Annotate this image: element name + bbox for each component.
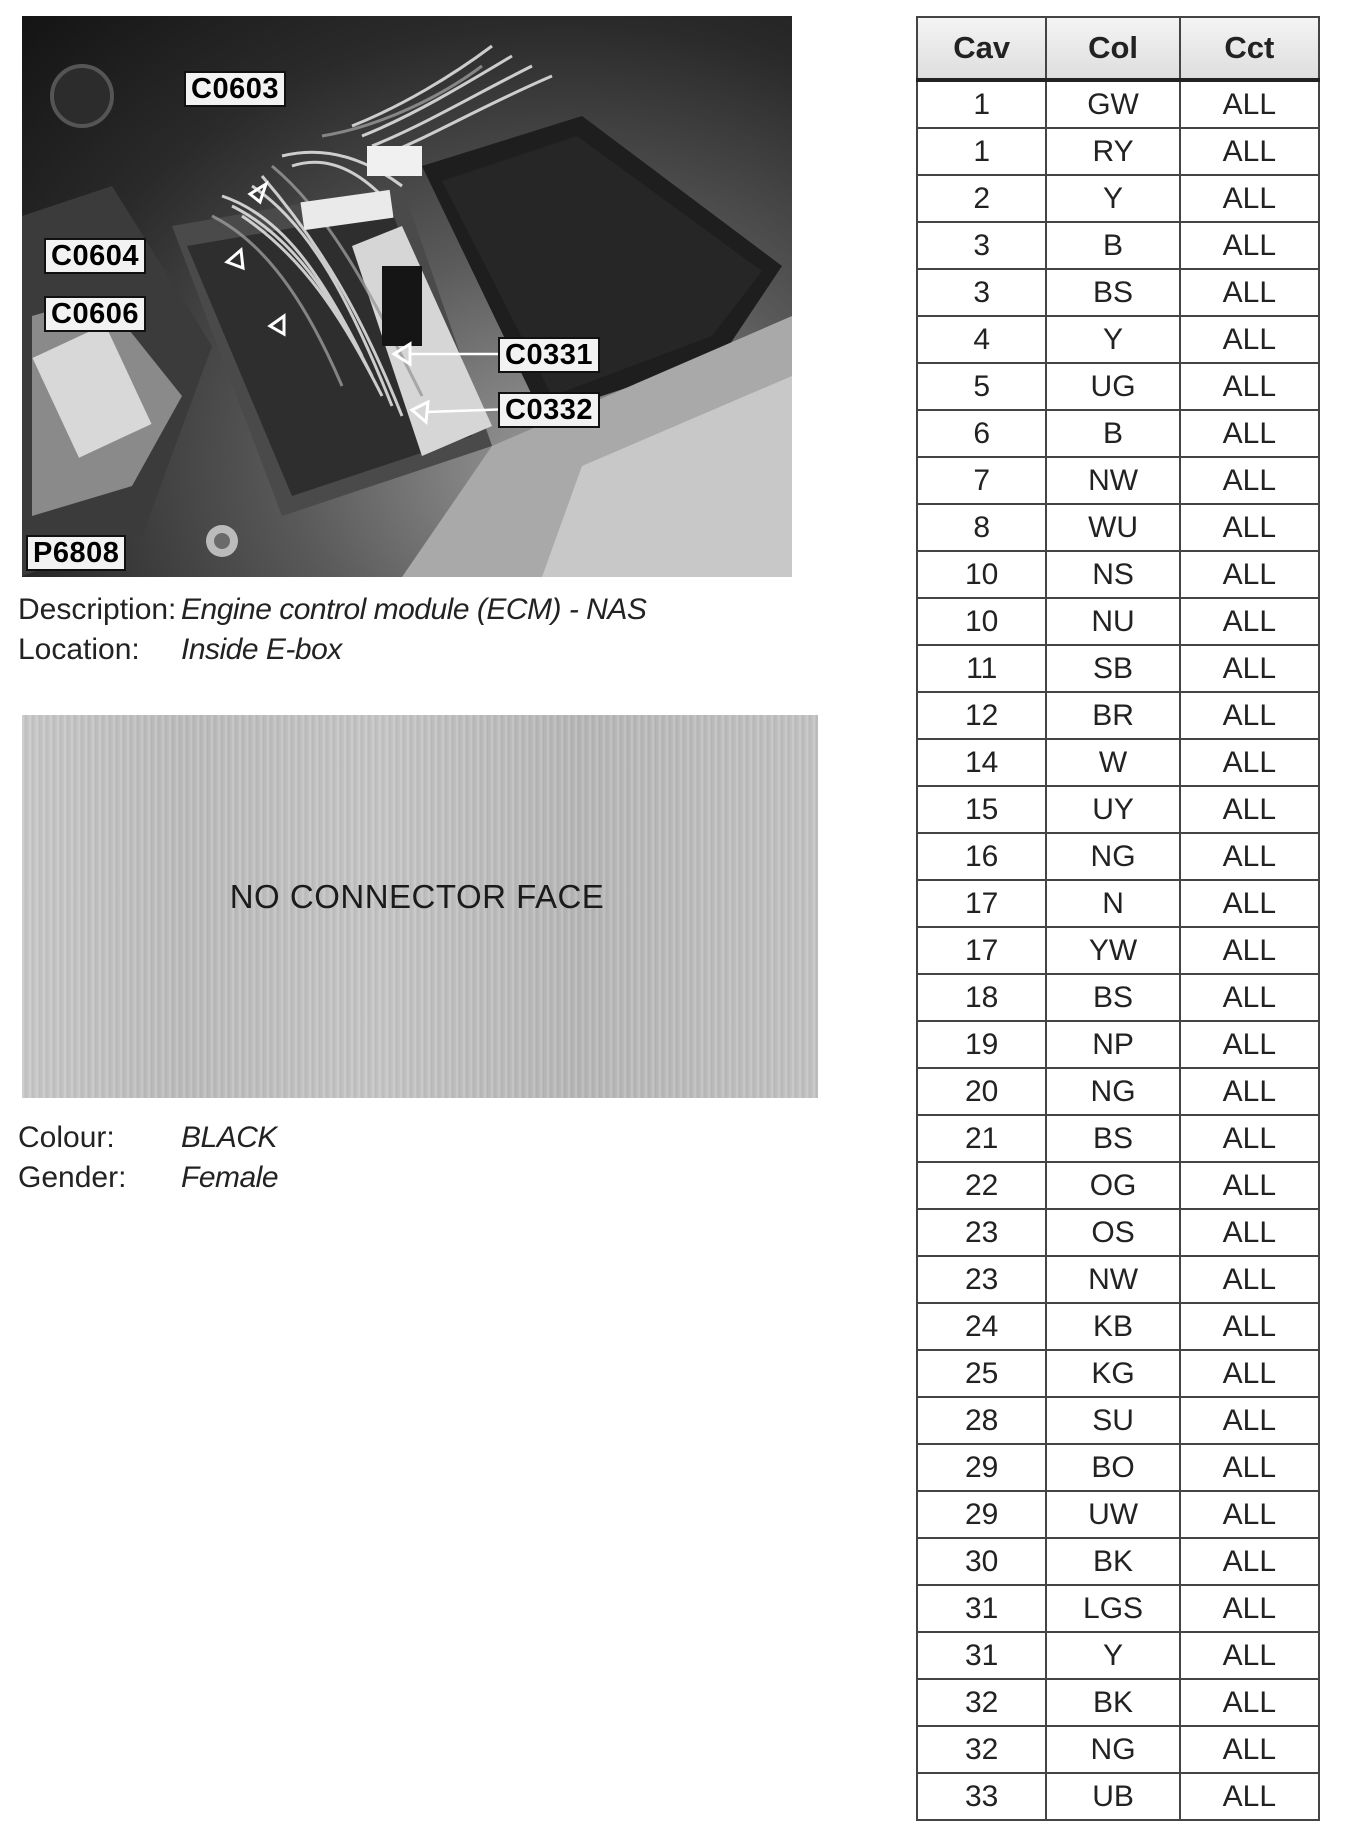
no-connector-face-text: NO CONNECTOR FACE [229,877,605,915]
table-row [917,645,1319,692]
description-value: Engine control module (ECM) - NAS [181,593,647,626]
cell-cav: 2 [917,175,1046,222]
cell-cav: 12 [917,692,1046,739]
connector-properties [18,1118,278,1198]
cell-col: BO [1046,1444,1179,1491]
cell-cav: 7 [917,457,1046,504]
cell-cct: ALL [1180,128,1319,175]
table-row [917,1491,1319,1538]
cell-col: GW [1046,80,1179,128]
cell-cav: 23 [917,1209,1046,1256]
cell-col: Y [1046,175,1179,222]
cell-cct: ALL [1180,598,1319,645]
cell-cav: 28 [917,1397,1046,1444]
cell-col: BS [1046,1115,1179,1162]
cell-cct: ALL [1180,927,1319,974]
table-row [917,1726,1319,1773]
cell-cct: ALL [1180,1021,1319,1068]
cell-cav: 4 [917,316,1046,363]
table-body [917,80,1319,1820]
cell-cct: ALL [1180,1256,1319,1303]
cell-col: UG [1046,363,1179,410]
cell-col: BS [1046,269,1179,316]
cell-col: NW [1046,457,1179,504]
table-row [917,316,1319,363]
table-row [917,1444,1319,1491]
cell-cav: 20 [917,1068,1046,1115]
cell-cct: ALL [1180,175,1319,222]
cell-col: SB [1046,645,1179,692]
cell-cct: ALL [1180,80,1319,128]
table-row [917,739,1319,786]
cell-cav: 22 [917,1162,1046,1209]
cell-col: NG [1046,833,1179,880]
cell-cav: 15 [917,786,1046,833]
cell-col: SU [1046,1397,1179,1444]
cell-col: N [1046,880,1179,927]
table-row [917,1350,1319,1397]
cell-cct: ALL [1180,1491,1319,1538]
table-row [917,927,1319,974]
cell-col: NS [1046,551,1179,598]
cell-col: NG [1046,1726,1179,1773]
location-row [18,630,646,670]
cell-cav: 17 [917,880,1046,927]
table-row [917,551,1319,598]
table-row [917,1021,1319,1068]
table-row [917,269,1319,316]
cell-cav: 6 [917,410,1046,457]
cell-cct: ALL [1180,692,1319,739]
gender-label: Gender: [18,1161,127,1194]
cell-cct: ALL [1180,410,1319,457]
connector-face-panel [22,715,818,1098]
cell-col: YW [1046,927,1179,974]
colour-row [18,1118,278,1158]
cell-cav: 32 [917,1726,1046,1773]
table-row [917,1162,1319,1209]
cell-col: RY [1046,128,1179,175]
table-row [917,692,1319,739]
cell-cct: ALL [1180,1444,1319,1491]
cell-cav: 25 [917,1350,1046,1397]
cell-col: NW [1046,1256,1179,1303]
cell-cav: 29 [917,1444,1046,1491]
cell-cav: 11 [917,645,1046,692]
table-row [917,80,1319,128]
callout-c0332: C0332 [498,392,600,428]
cell-col: UY [1046,786,1179,833]
table-row [917,504,1319,551]
cell-cav: 23 [917,1256,1046,1303]
cell-cav: 29 [917,1491,1046,1538]
table-row [917,880,1319,927]
cell-cct: ALL [1180,645,1319,692]
cell-cct: ALL [1180,269,1319,316]
cell-col: BK [1046,1538,1179,1585]
location-value: Inside E-box [181,633,342,666]
cell-cav: 21 [917,1115,1046,1162]
cell-cav: 3 [917,222,1046,269]
cell-col: BS [1046,974,1179,1021]
cell-cav: 14 [917,739,1046,786]
pinout-table [916,16,1320,1821]
table-row [917,833,1319,880]
callout-c0331: C0331 [498,337,600,373]
callout-c0604: C0604 [44,238,146,274]
table-row [917,1256,1319,1303]
cell-cav: 24 [917,1303,1046,1350]
cell-col: KG [1046,1350,1179,1397]
cell-cct: ALL [1180,1632,1319,1679]
table-row [917,1115,1319,1162]
connector-info [18,590,646,670]
description-label: Description: [18,593,177,626]
table-row [917,974,1319,1021]
cell-cct: ALL [1180,1773,1319,1820]
cell-col: Y [1046,316,1179,363]
location-label: Location: [18,633,140,666]
table-row [917,1397,1319,1444]
cell-cct: ALL [1180,1397,1319,1444]
cell-col: NP [1046,1021,1179,1068]
cell-cav: 31 [917,1632,1046,1679]
cell-cct: ALL [1180,504,1319,551]
table-row [917,222,1319,269]
cell-col: W [1046,739,1179,786]
cell-cav: 1 [917,80,1046,128]
table-row [917,175,1319,222]
cell-col: BR [1046,692,1179,739]
cell-cav: 3 [917,269,1046,316]
table-row [917,598,1319,645]
table-row [917,363,1319,410]
cell-cct: ALL [1180,833,1319,880]
cell-cct: ALL [1180,880,1319,927]
cell-cav: 19 [917,1021,1046,1068]
cell-cct: ALL [1180,1679,1319,1726]
cell-cav: 33 [917,1773,1046,1820]
cell-cct: ALL [1180,222,1319,269]
table-row [917,786,1319,833]
table-row [917,410,1319,457]
engine-bay-photo [22,16,792,577]
cell-col: Y [1046,1632,1179,1679]
table-row [917,457,1319,504]
cell-col: OS [1046,1209,1179,1256]
colour-value: BLACK [181,1121,277,1154]
callout-p6808: P6808 [26,535,126,571]
cell-col: UB [1046,1773,1179,1820]
table-row [917,1538,1319,1585]
cell-cct: ALL [1180,1303,1319,1350]
cell-cav: 5 [917,363,1046,410]
table-row [917,128,1319,175]
cell-cct: ALL [1180,786,1319,833]
cell-cav: 32 [917,1679,1046,1726]
cell-col: UW [1046,1491,1179,1538]
cell-cav: 16 [917,833,1046,880]
gender-value: Female [181,1161,279,1194]
table-row [917,1303,1319,1350]
cell-col: KB [1046,1303,1179,1350]
cell-cct: ALL [1180,739,1319,786]
table-header-row [917,17,1319,80]
cell-cav: 10 [917,551,1046,598]
cell-col: NU [1046,598,1179,645]
cell-cav: 8 [917,504,1046,551]
cell-cav: 30 [917,1538,1046,1585]
cell-col: LGS [1046,1585,1179,1632]
table-row [917,1773,1319,1820]
cell-cct: ALL [1180,1115,1319,1162]
cell-cav: 31 [917,1585,1046,1632]
table-row [917,1209,1319,1256]
cell-cct: ALL [1180,1585,1319,1632]
table-row [917,1679,1319,1726]
cell-cct: ALL [1180,316,1319,363]
callout-c0606: C0606 [44,296,146,332]
callout-c0603: C0603 [184,71,286,107]
description-row [18,590,646,630]
header-cav: Cav [917,17,1046,80]
cell-col: WU [1046,504,1179,551]
cell-col: BK [1046,1679,1179,1726]
table-row [917,1068,1319,1115]
cell-col: OG [1046,1162,1179,1209]
cell-col: B [1046,222,1179,269]
cell-cav: 17 [917,927,1046,974]
table-row [917,1632,1319,1679]
cell-cct: ALL [1180,1726,1319,1773]
header-col: Col [1046,17,1179,80]
header-cct: Cct [1180,17,1319,80]
colour-label: Colour: [18,1121,115,1154]
cell-cct: ALL [1180,974,1319,1021]
cell-cav: 18 [917,974,1046,1021]
cell-cav: 1 [917,128,1046,175]
cell-col: NG [1046,1068,1179,1115]
cell-cct: ALL [1180,1538,1319,1585]
cell-cct: ALL [1180,1209,1319,1256]
cell-col: B [1046,410,1179,457]
cell-cav: 10 [917,598,1046,645]
table-row [917,1585,1319,1632]
cell-cct: ALL [1180,457,1319,504]
cell-cct: ALL [1180,1350,1319,1397]
cell-cct: ALL [1180,1068,1319,1115]
gender-row [18,1158,278,1198]
cell-cct: ALL [1180,1162,1319,1209]
cell-cct: ALL [1180,551,1319,598]
cell-cct: ALL [1180,363,1319,410]
